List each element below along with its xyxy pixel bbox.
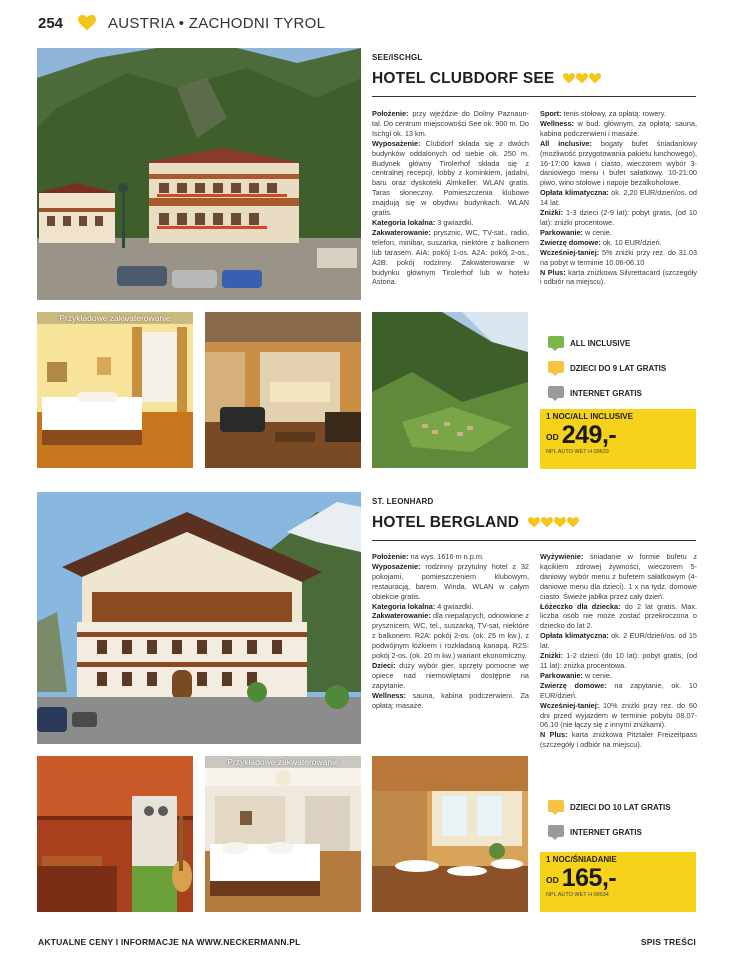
description-paragraph <box>540 188 697 208</box>
description-value: przy wjeździe do Doliny Paznaun-tal. Do centrum miejscowości See ok. 900 m. Do Ischgl ok. 13 km. <box>372 109 529 138</box>
hotel-bergland-restaurant-photo <box>372 756 528 912</box>
description-paragraph <box>372 109 529 139</box>
hotel-description-column-2 <box>540 109 697 287</box>
description-paragraph <box>540 671 697 681</box>
page-header-title: AUSTRIA • ZACHODNI TYROL <box>108 15 326 32</box>
photo-caption: Przykładowe zakwaterowanie <box>205 756 361 768</box>
description-value: do 2 lat gratis. Max. liczba osób nie może zostać przekroczona o dziecko do lat 2. <box>540 601 697 631</box>
feature-badge <box>548 800 671 815</box>
price-box <box>540 409 696 469</box>
price-amount: 165,- <box>561 864 617 892</box>
description-key: Kategoria lokalna: <box>372 217 436 227</box>
description-key: All inclusive: <box>540 138 592 148</box>
description-value: ok. 10 EUR/dzień. <box>600 237 662 247</box>
description-key: Parkowanie: <box>540 670 583 680</box>
price-box <box>540 852 696 912</box>
description-value: ok. 2,20 EUR/dzień/os. od 14 lat. <box>540 188 697 208</box>
speech-bubble-icon <box>548 825 564 840</box>
price-label: 1 NOC/ŚNIADANIE <box>546 855 617 864</box>
description-paragraph <box>372 552 529 562</box>
description-key: Wcześniej-taniej: <box>540 700 600 710</box>
description-paragraph <box>540 208 697 228</box>
heart-icon <box>528 517 540 528</box>
description-value: 4 gwiazdki. <box>435 601 474 611</box>
feature-label: INTERNET GRATIS <box>570 389 642 398</box>
feature-label: INTERNET GRATIS <box>570 828 642 837</box>
speech-bubble-icon <box>548 800 564 815</box>
description-paragraph <box>540 552 697 602</box>
price-od: OD <box>546 432 559 442</box>
feature-label: DZIECI DO 9 LAT GRATIS <box>570 364 667 373</box>
description-value: 10% zniżki przy rez. do 60 dni przed wyjazdem w terminie pobytu 08.07-06.10 (nie łączy się z innymi zniżkami). <box>540 700 697 730</box>
description-key: Wyposażenie: <box>372 561 421 571</box>
description-key: N Plus: <box>540 730 568 740</box>
description-key: Sport: <box>540 109 562 118</box>
description-paragraph <box>540 268 697 288</box>
description-paragraph <box>540 651 697 671</box>
hotel-clubdorf-room-photo <box>37 312 193 468</box>
description-value: 1-3 dzieci (2-9 lat): pobyt gratis, (od 10 lat): zniżki procentowe. <box>540 208 697 227</box>
description-value: Clubdorf składa się z dwóch budynków oddalonych od siebie ok. 250 m. Budynek główny Tirolerhof składa się z centralnej recepcji, lobby z kominkiem, jadalni, baru oraz dyskoteki Almkeller. WLAN gratis. Taras słoneczny. Pomieszczenia klubowe znajdują się w obydwu budynkach. WLAN gratis. <box>372 138 529 218</box>
hotel-name-text: HOTEL CLUBDORF SEE <box>372 70 555 87</box>
description-value: bogaty bufet śniadaniowy (możliwość przygotowania pakietu lunchowego), 16-17:00 kawa i ciasto, wieczorem wybór 3-daniowego menu i bufet sałatkowy. 10-21:00 piwo, wino stołowe i napoje bezalkoholowe. <box>540 138 697 188</box>
description-paragraph <box>372 228 529 287</box>
description-value: na wys. 1616 m n.p.m. <box>408 552 484 561</box>
heart-icon <box>541 517 553 528</box>
hotel-name <box>372 514 579 532</box>
description-paragraph <box>540 602 697 632</box>
divider <box>372 540 696 541</box>
description-key: Zniżki: <box>540 208 564 218</box>
speech-bubble-icon <box>548 361 564 376</box>
description-paragraph <box>540 681 697 701</box>
hotel-name <box>372 70 601 88</box>
table-of-contents-link[interactable]: SPIS TREŚCI <box>640 937 696 947</box>
hotel-bergland-main-photo <box>37 492 361 744</box>
feature-badge <box>548 825 642 840</box>
description-key: Zakwaterowanie: <box>372 611 431 621</box>
description-value: 1-2 dzieci (do 10 lat): pobyt gratis, (od 11 lat): zniżka procentowa. <box>540 651 697 670</box>
description-paragraph <box>540 238 697 248</box>
description-value: śniadanie w formie bufetu z kącikiem zdrowej żywności, wieczorem 5-daniowy wybór menu z bufetem sałatkowym (4-daniowe menu dla dzieci). 1 x na tydz. domowe ciasto. Świeże jabłka przez cały dzień. <box>540 552 697 601</box>
hotel-bergland-stube-photo <box>37 756 193 912</box>
price-amount: 249,- <box>561 421 617 449</box>
description-key: Wyżywienie: <box>540 552 584 561</box>
description-key: Wellness: <box>372 690 406 700</box>
heart-icon <box>554 517 566 528</box>
description-paragraph <box>540 248 697 268</box>
description-value: karta zniżkowa Pitztaler Freizeitpass (szczegóły i odbiór na miejscu). <box>540 730 697 750</box>
divider <box>372 96 696 97</box>
description-key: Dzieci: <box>372 660 396 670</box>
description-key: Wcześniej-taniej: <box>540 247 600 257</box>
description-paragraph <box>372 691 529 711</box>
description-value: sauna, kabina podczerwieni. Za opłatą: masaże. <box>372 690 529 710</box>
description-value: w bud. głównym, za opłatą: sauna, kabina podczerwieni i masaże. <box>540 118 697 138</box>
description-key: Wyposażenie: <box>372 138 421 148</box>
description-paragraph <box>372 611 529 661</box>
description-key: Zwierzę domowe: <box>540 680 607 690</box>
description-key: Położenie: <box>372 552 409 561</box>
description-paragraph <box>372 562 529 602</box>
hotel-description-column-1 <box>372 109 529 287</box>
page-number: 254 <box>38 15 64 32</box>
description-key: Parkowanie: <box>540 227 583 237</box>
heart-icon <box>567 517 579 528</box>
description-value: rodzinny przytulny hotel z 32 pokojami, pomieszczeniem klubowym, restauracją, barem. Winda. WLAN w całym obiekcie gratis. <box>372 561 529 601</box>
heart-logo-icon <box>78 14 96 32</box>
hotel-location: SEE/ISCHGL <box>372 53 423 62</box>
description-key: Opłata klimatyczna: <box>540 188 609 198</box>
hotel-clubdorf-main-photo <box>37 48 361 300</box>
feature-label: DZIECI DO 10 LAT GRATIS <box>570 803 671 812</box>
description-key: Zakwaterowanie: <box>372 227 431 237</box>
description-paragraph <box>540 109 697 119</box>
description-paragraph <box>540 119 697 139</box>
description-value: prysznic, WC, TV-sat., radio, telefon, minibar, suszarka, niektóre z balkonem lub tarasem. AIA: pokój 1-os. A2A: pokój 2-os., A2B: pokój rodzinny. Zakwaterowanie w budynku głównym Tirolerhof lub w hotelu Astoria. <box>372 227 529 287</box>
feature-badge <box>548 386 642 401</box>
description-paragraph <box>372 218 529 228</box>
description-value: ok. 2 EUR/dzień/os. od 15 lat. <box>540 631 697 651</box>
description-value: duży wybór gier, sprzęty pomocne we opiece nad niemowlętami dostępne na zapytanie. <box>372 660 529 690</box>
description-key: Łóżeczko dla dziecka: <box>540 601 621 611</box>
description-key: Wellness: <box>540 118 574 128</box>
price-od: OD <box>546 875 559 885</box>
footer-website-link[interactable]: AKTUALNE CENY I INFORMACJE NA WWW.NECKERMANN.PL <box>38 937 301 947</box>
description-paragraph <box>540 228 697 238</box>
hotel-description-column-1 <box>372 552 529 711</box>
description-key: Zniżki: <box>540 651 564 661</box>
price-offer-code: NPL AUTO WET H 09633 <box>546 449 609 455</box>
feature-badge <box>548 361 666 376</box>
description-key: N Plus: <box>540 267 566 277</box>
description-value: karta zniżkowa Silvrettacard (szczegóły i odbiór na miejscu). <box>540 267 697 287</box>
hotel-name-text: HOTEL BERGLAND <box>372 514 520 531</box>
heart-icon <box>563 73 575 84</box>
description-value: 3 gwiazdki. <box>435 217 474 227</box>
speech-bubble-icon <box>548 336 564 351</box>
hotel-location: ST. LEONHARD <box>372 497 434 506</box>
description-key: Opłata klimatyczna: <box>540 631 609 641</box>
hotel-category-hearts <box>528 517 579 528</box>
heart-icon <box>589 73 601 84</box>
description-value: w cenie. <box>583 227 612 237</box>
price-label: 1 NOC/ALL INCLUSIVE <box>546 412 633 421</box>
description-paragraph <box>540 631 697 651</box>
feature-label: ALL INCLUSIVE <box>570 339 631 348</box>
description-paragraph <box>372 602 529 612</box>
feature-badge <box>548 336 630 351</box>
hotel-category-hearts <box>563 73 601 84</box>
description-key: Położenie: <box>372 109 409 118</box>
price-offer-code: NPL AUTO WET H 09634 <box>546 892 609 898</box>
description-value: tenis stołowy, za opłatą: rowery. <box>561 109 666 118</box>
description-value: w cenie. <box>583 670 612 680</box>
heart-icon <box>576 73 588 84</box>
description-paragraph <box>540 701 697 731</box>
description-key: Kategoria lokalna: <box>372 601 436 611</box>
hotel-clubdorf-valley-photo <box>372 312 528 468</box>
description-paragraph <box>540 139 697 189</box>
description-value: dla niepalących, odnowione z prysznicem, WC, tel., suszarką, TV-sat, niektóre z balkonem. R2A: pokój 2-os. (ok. 25 m kw.), z podwójnym łóżkiem i rozkładaną kanapą. R2S: pokój 2-os. (ok. 20 m kw.) wariant ekonomiczny. <box>372 611 529 661</box>
description-key: Zwierzę domowe: <box>540 237 601 247</box>
description-value: 5% zniżki przy rez. do 31.03 na pobyt w terminie 10.06-06.10 <box>540 247 697 267</box>
hotel-bergland-room-photo <box>205 756 361 912</box>
description-paragraph <box>372 139 529 218</box>
hotel-description-column-2 <box>540 552 697 750</box>
photo-caption: Przykładowe zakwaterowanie <box>37 312 193 324</box>
description-paragraph <box>372 661 529 691</box>
hotel-clubdorf-lounge-photo <box>205 312 361 468</box>
description-paragraph <box>540 730 697 750</box>
description-value: na zapytanie, ok. 10 EUR/dzień. <box>540 680 697 700</box>
speech-bubble-icon <box>548 386 564 401</box>
